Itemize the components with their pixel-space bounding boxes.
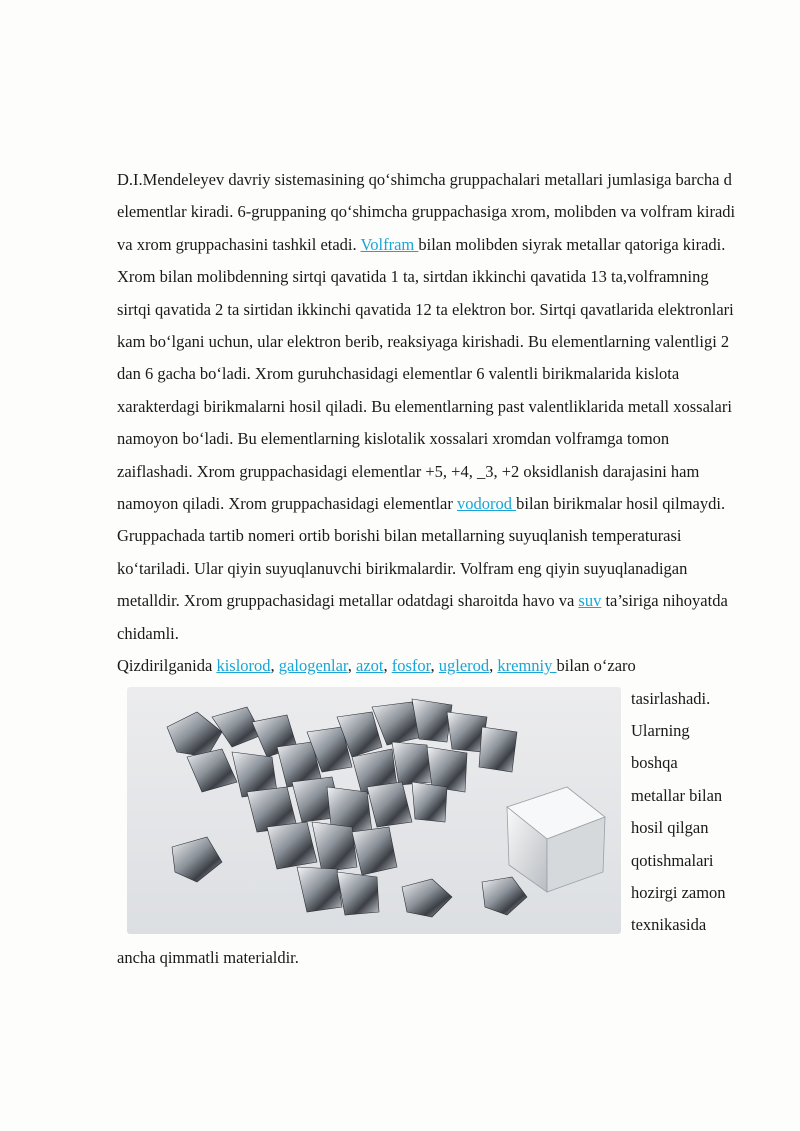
wrapped-line: tasirlashadi. xyxy=(631,688,711,708)
text-segment: D.I.Mendeleyev davriy sistemasining qo‘shimcha gruppachalari metallari jumlasiga barcha d elementlar kiradi. 6-gruppaning qo‘shimcha gruppachasiga xrom, molibden va volfram kiradi va xrom gruppachasini tashkil etadi. xyxy=(117,170,736,254)
wrapped-line: Ularning xyxy=(631,720,690,740)
wrapped-line: metallar bilan xyxy=(631,785,723,805)
paragraph-1 xyxy=(117,164,745,650)
link-volfram[interactable]: Volfram xyxy=(360,234,419,254)
link-kislorod[interactable]: kislorod xyxy=(216,656,271,676)
separator: , xyxy=(489,656,498,676)
separator: , xyxy=(430,656,439,676)
separator: , xyxy=(270,656,279,676)
link-fosfor[interactable]: fosfor xyxy=(391,656,431,676)
link-galogenlar[interactable]: galogenlar xyxy=(278,656,348,676)
wrapped-text-column xyxy=(631,683,751,942)
wrapped-line: texnikasida xyxy=(631,915,707,935)
wrapped-line: hozirgi zamon xyxy=(631,882,726,902)
text-segment: Qizdirilganida xyxy=(117,656,217,676)
text-segment: ta’siriga nihoyatda chidamli. xyxy=(117,591,728,643)
text-segment: bilan o‘zaro xyxy=(556,656,636,676)
metal-crystals-photo xyxy=(127,687,621,934)
separator: , xyxy=(383,656,392,676)
link-uglerod[interactable]: uglerod xyxy=(438,656,490,676)
text-segment: bilan molibden siyrak metallar qatoriga kiradi. Xrom bilan molibdenning sirtqi qavatida 1 ta, sirtdan ikkinchi qavatida 13 ta,volframning sirtqi qavatida 2 ta sirtidan ikkinchi qavatida 12 ta elektron bor. Sirtqi qavatlarida elektronlari kam bo‘lgani uchun, ular elektron berib, reaksiyaga kirishadi. Bu elementlarning valentligi 2 dan 6 gacha bo‘ladi. Xrom guruhchasidagi elementlar 6 valentli birikmalarida kislota xarakterdagi birikmalarni hosil qiladi. Bu elementlarning past valentliklarida metall xossalari namoyon bo‘ladi. Bu elementlarning kislotalik xossalari xromdan volframga tomon zaiflashadi. Xrom gruppachasidagi elementlar +5, +4, _3, +2 oksidlanish darajasini ham namoyon qiladi. Xrom gruppachasidagi elementlar xyxy=(117,234,734,514)
link-azot[interactable]: azot xyxy=(356,656,384,676)
wrapped-line: qotishmalari xyxy=(631,850,714,870)
final-line: ancha qimmatli materialdir. xyxy=(117,947,299,967)
link-kremniy[interactable]: kremniy xyxy=(497,656,557,676)
link-suv[interactable]: suv xyxy=(578,591,602,611)
text-segment: bilan birikmalar hosil qilmaydi. Gruppachada tartib nomeri ortib borishi bilan metallarning suyuqlanish temperaturasi ko‘tariladi. Ular qiyin suyuqlanuvchi birikmalardir. Volfram eng qiyin suyuqlanadigan metalldir. Xrom gruppachasidagi metallar odatdagi sharoitda havo va xyxy=(117,494,726,611)
wrapped-line: hosil qilgan xyxy=(631,818,709,838)
wrapped-line: boshqa xyxy=(631,753,678,773)
figure-row xyxy=(117,683,745,942)
link-vodorod[interactable]: vodorod xyxy=(456,494,517,514)
separator: , xyxy=(347,656,357,676)
body-text xyxy=(117,164,745,974)
paragraph-2-first-line xyxy=(117,650,745,682)
